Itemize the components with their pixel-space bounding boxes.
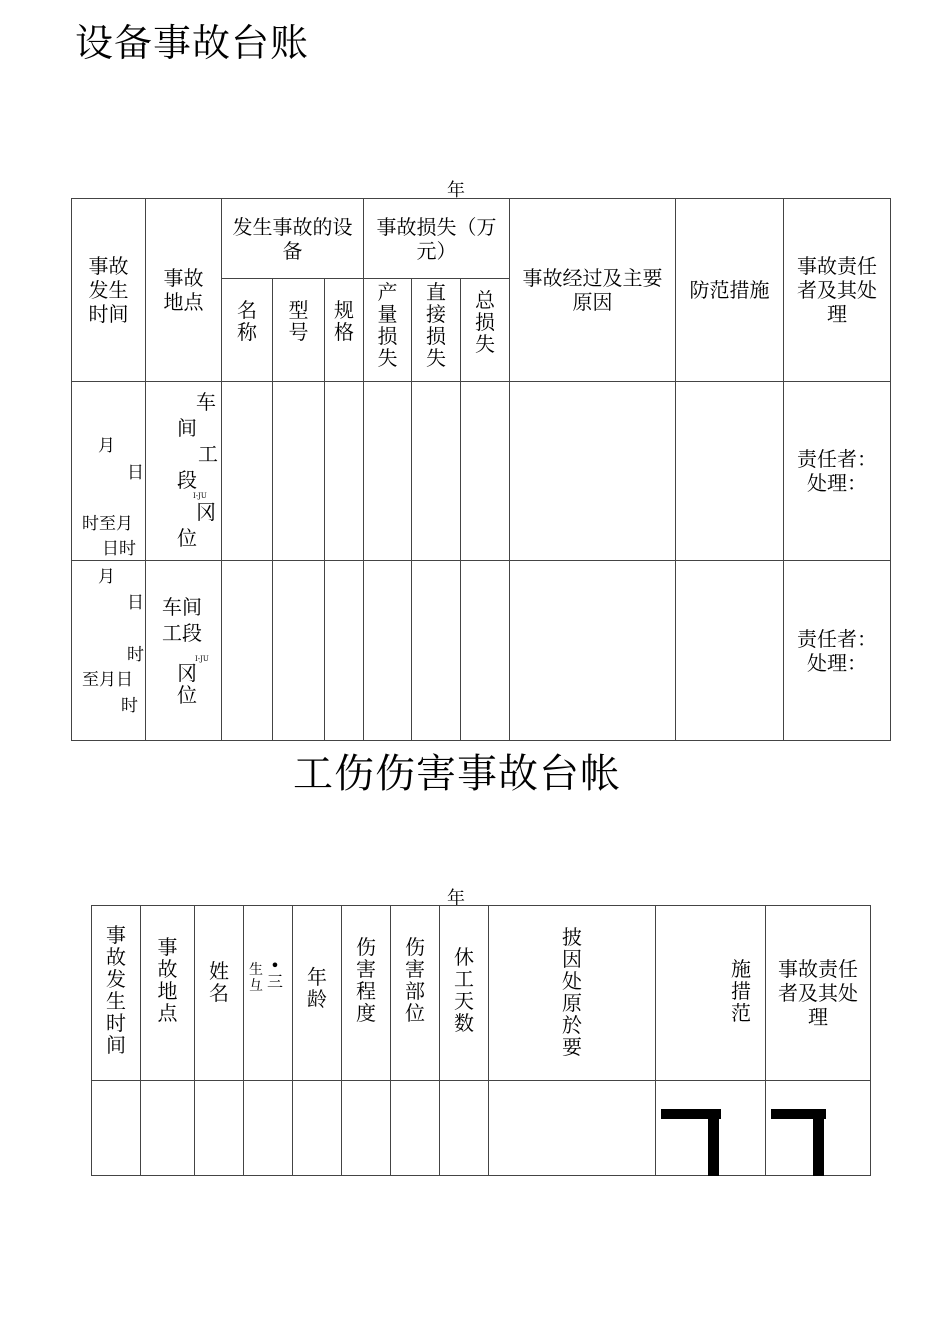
header-time: 事故发生时间 bbox=[72, 199, 146, 382]
header-process: 事故经过及主要原因 bbox=[510, 199, 676, 382]
header-days-off: 休工天数 bbox=[440, 906, 489, 1081]
header-age: 年龄 bbox=[293, 906, 342, 1081]
header-spec: 规格 bbox=[325, 279, 364, 382]
corner-mark bbox=[813, 1109, 824, 1176]
header-model: 型号 bbox=[273, 279, 325, 382]
section-title: 工伤伤害事故台帐 bbox=[293, 751, 621, 797]
year-label: 年 bbox=[447, 180, 465, 201]
header-cause: 披因处原於要 bbox=[489, 906, 656, 1081]
header-place: 事故地点 bbox=[141, 906, 195, 1081]
responsible-cell: 责任者： 处理： bbox=[784, 561, 891, 741]
header-degree: 伤害程度 bbox=[342, 906, 391, 1081]
header-name: 名称 bbox=[222, 279, 273, 382]
header-measures: 施措范 bbox=[656, 906, 766, 1081]
corner-mark-cell bbox=[766, 1081, 871, 1176]
page-title: 设备事故台账 bbox=[75, 21, 310, 65]
header-total-loss: 总损失 bbox=[461, 279, 510, 382]
corner-mark bbox=[708, 1109, 719, 1176]
time-cell: 月 日 时至月 日时 bbox=[72, 382, 146, 561]
table-row bbox=[72, 561, 891, 741]
table-row bbox=[72, 382, 891, 561]
header-time: 事故发生时间 bbox=[92, 906, 141, 1081]
time-cell: 月 日 时 至月日 时 bbox=[72, 561, 146, 741]
header-production-loss: 产量损失 bbox=[364, 279, 412, 382]
year-label: 年 bbox=[447, 888, 465, 909]
header-gender: 生 彑 • 三 bbox=[244, 906, 293, 1081]
header-loss: 事故损失（万元） bbox=[364, 199, 510, 279]
place-cell: 车 间 工 段 I-JU 冈 位 bbox=[146, 382, 222, 561]
header-equipment: 发生事故的设备 bbox=[222, 199, 364, 279]
place-cell: 车间 工段 I-JU 冈 位 bbox=[146, 561, 222, 741]
table-row bbox=[92, 1081, 871, 1176]
header-direct-loss: 直接损失 bbox=[412, 279, 461, 382]
equipment-accident-table bbox=[71, 198, 891, 741]
injury-accident-table bbox=[91, 905, 871, 1176]
header-part: 伤害部位 bbox=[391, 906, 440, 1081]
header-responsible: 事故责任者及其处理 bbox=[766, 906, 871, 1081]
responsible-cell: 责任者： 处理： bbox=[784, 382, 891, 561]
header-name: 姓名 bbox=[195, 906, 244, 1081]
header-place: 事故地点 bbox=[146, 199, 222, 382]
header-measures: 防范措施 bbox=[676, 199, 784, 382]
corner-mark-cell bbox=[656, 1081, 766, 1176]
header-responsible: 事故责任者及其处理 bbox=[784, 199, 891, 382]
